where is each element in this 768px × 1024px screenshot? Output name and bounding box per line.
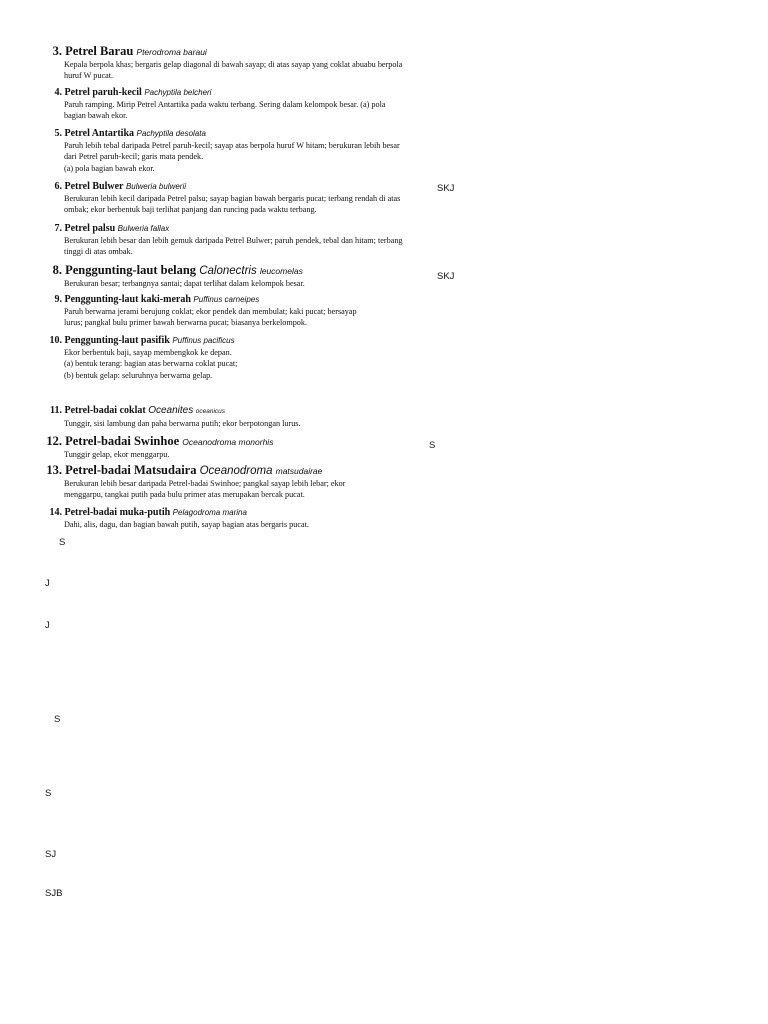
- species-number: 7.: [54, 223, 62, 234]
- species-name: Penggunting-laut belang: [65, 263, 197, 277]
- distribution-tag: SJB: [45, 888, 63, 899]
- scientific-name-species: matsudairae: [275, 466, 323, 476]
- species-number: 3.: [52, 44, 62, 58]
- species-name: Penggunting-laut kaki-merah: [64, 294, 191, 305]
- species-entry-10: [44, 335, 434, 381]
- scientific-name-genus: Oceanodroma: [199, 465, 273, 477]
- species-name: Petrel-badai muka-putih: [64, 507, 171, 518]
- species-number: 5.: [54, 128, 62, 139]
- species-name: Petrel-badai Matsudaira: [65, 463, 197, 477]
- species-name: Petrel-badai coklat: [64, 405, 146, 416]
- scientific-name: Pachyptila desolata: [136, 129, 206, 138]
- species-description: Tunggir gelap, ekor menggarpu.: [64, 450, 170, 459]
- species-description: Berukuran besar; terbangnya santai; dapat terlihat dalam kelompok besar.: [64, 279, 305, 288]
- scientific-name: Bulweria bulwerii: [125, 182, 186, 191]
- species-name: Petrel palsu: [64, 223, 116, 234]
- species-number: 12.: [46, 434, 62, 448]
- species-number: 9.: [54, 294, 62, 305]
- species-description: Berukuran lebih kecil daripada Petrel palsu; sayap bagian bawah bergaris pucat; terbang rendah di atas ombak; ekor berbentuk baji terlihat panjang dan runcing pada waktu terbang.: [64, 194, 401, 215]
- species-name: Petrel-badai Swinhoe: [65, 434, 180, 448]
- species-entry-8: [44, 263, 434, 289]
- distribution-tag: S: [54, 714, 61, 725]
- scientific-name-genus: Oceanites: [148, 405, 194, 416]
- distribution-tag: S: [45, 788, 52, 799]
- species-entry-11: [44, 405, 434, 429]
- species-description: Ekor berbentuk baji, sayap membengkok ke depan. (a) bentuk terang: bagian atas berwarna coklat pucat; (b) bentuk gelap: seluruhnya berwarna gelap.: [64, 348, 238, 380]
- species-number: 10.: [49, 335, 62, 346]
- species-entry-12: [44, 434, 434, 460]
- distribution-tag: S: [429, 440, 436, 451]
- species-description: Paruh lebih tebal daripada Petrel paruh-kecil; sayap atas berpola huruf W hitam; berukuran lebih besar dari Petrel paruh-kecil; garis mata pendek. (a) pola bagian bawah ekor.: [64, 141, 400, 173]
- species-name: Petrel Barau: [65, 44, 134, 58]
- scientific-name: Pterodroma baraui: [136, 47, 207, 57]
- species-number: 8.: [52, 263, 62, 277]
- species-entry-7: [44, 223, 434, 258]
- distribution-tag: SKJ: [437, 271, 455, 282]
- scientific-name-genus: Calonectris: [199, 265, 257, 277]
- scientific-name: Pachyptila belcheri: [144, 88, 212, 97]
- scientific-name-species: leucomelas: [259, 266, 303, 276]
- species-number: 11.: [50, 405, 62, 416]
- species-description: Paruh berwarna jerami berujung coklat; ekor pendek dan membulat; kaki pucat; bersayap lurus; pangkal bulu primer bawah berwarna pucat; biasanya berkelompok.: [64, 307, 357, 328]
- scientific-name: Pelagodroma marina: [172, 508, 247, 517]
- species-name: Petrel Antartika: [64, 128, 135, 139]
- species-name: Penggunting-laut pasifik: [64, 335, 170, 346]
- species-entry-6: [44, 181, 434, 216]
- scientific-name: Bulweria fallax: [117, 224, 170, 233]
- species-number: 6.: [54, 181, 62, 192]
- scientific-name: Puffinus pacificus: [172, 336, 235, 345]
- species-description: Tunggir, sisi lambung dan paha berwarna putih; ekor berpotongan lurus.: [64, 419, 301, 428]
- distribution-tag: S: [59, 537, 66, 548]
- species-name: Petrel Bulwer: [64, 181, 124, 192]
- species-number: 14.: [49, 507, 62, 518]
- species-description: Berukuran lebih besar dan lebih gemuk daripada Petrel Bulwer; paruh pendek, tebal dan hitam; terbang tinggi di atas ombak.: [64, 236, 403, 257]
- scientific-name: Oceanodroma monorhis: [182, 437, 274, 447]
- distribution-tag: SJ: [45, 849, 57, 860]
- species-entry-9: [44, 294, 434, 329]
- distribution-tag: J: [45, 620, 50, 631]
- species-name: Petrel paruh-kecil: [64, 87, 142, 98]
- species-entry-3: [44, 44, 434, 82]
- species-entry-5: [44, 128, 434, 174]
- species-entry-13: [44, 463, 434, 501]
- species-entry-14: [44, 507, 434, 530]
- scientific-name: Puffinus carneipes: [193, 295, 260, 304]
- scientific-name-species: oceanicus: [195, 408, 226, 415]
- species-description: Berukuran lebih besar daripada Petrel-badai Swinhoe; pangkal sayap lebih lebar; ekor menggarpu, tangkai putih pada bulu primer atas merupakan bercak pucat.: [64, 479, 346, 500]
- species-entry-4: [44, 87, 434, 122]
- species-description: Paruh ramping. Mirip Petrel Antartika pada waktu terbang. Sering dalam kelompok besar. (a) pola bagian bawah ekor.: [64, 100, 386, 121]
- species-number: 4.: [54, 87, 62, 98]
- distribution-tag: J: [45, 578, 50, 589]
- species-number: 13.: [46, 463, 62, 477]
- distribution-tag: SKJ: [437, 183, 455, 194]
- species-description: Dahi, alis, dagu, dan bagian bawah putih, sayap bagian atas bergaris pucat.: [64, 520, 309, 529]
- species-description: Kepala berpola khas; bergaris gelap diagonal di bawah sayap; di atas sayap yang coklat abuabu berpola huruf W pucat.: [64, 60, 403, 81]
